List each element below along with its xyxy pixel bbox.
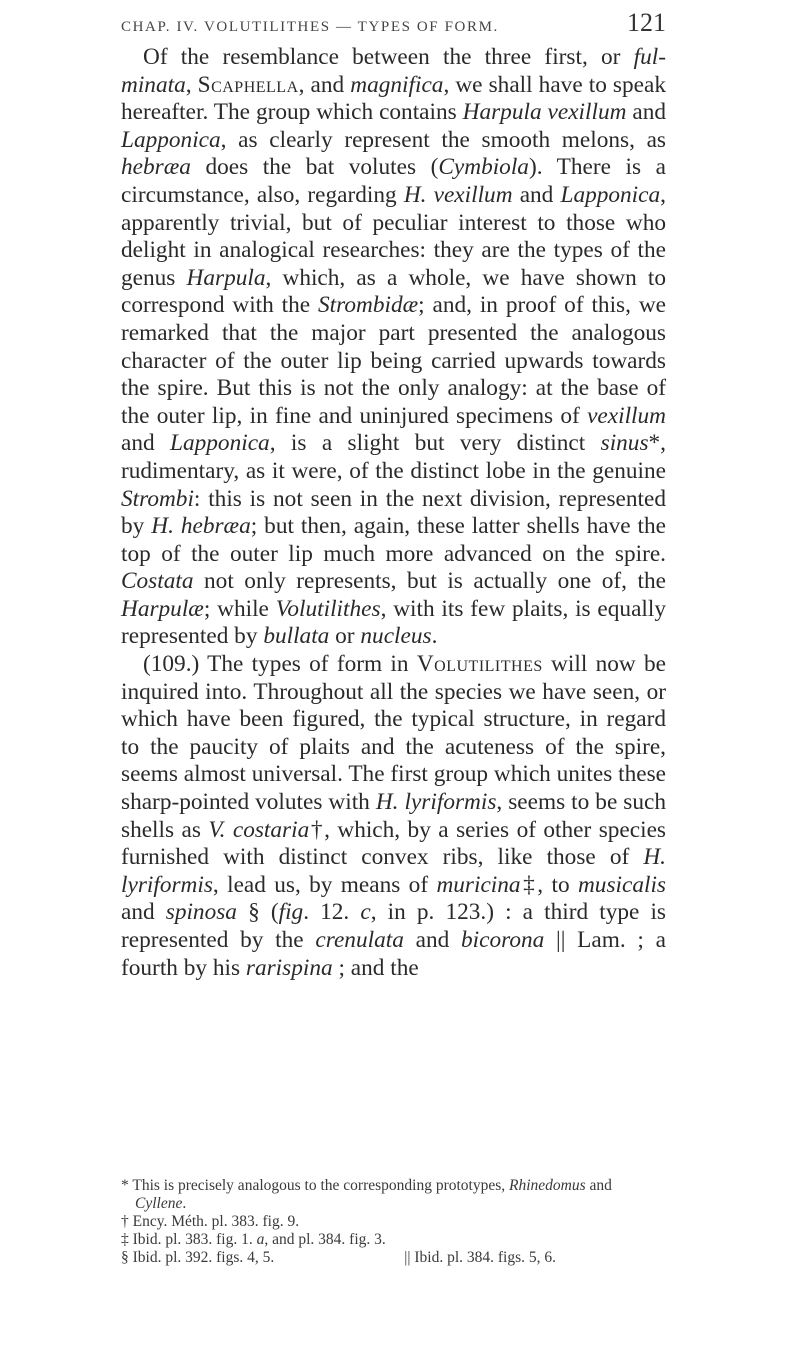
text-run: , is a slight but very distinct	[269, 430, 601, 457]
text-run: , with its few plaits, is equally represented by	[121, 595, 666, 650]
footnote-1	[121, 1177, 666, 1213]
species-name: hebræa	[121, 154, 191, 181]
text-run: will now be inquired into. Throughout all the species we have seen, or which have been figured, the typical structure, in regard to the paucity of plaits and the acuteness of the spire, seems almost universal. The first group which unites these sharp-pointed volutes with	[121, 651, 666, 816]
text-run: ; but then, again, these latter shells have the top of the outer lip much more advanced on the spire.	[121, 513, 666, 567]
footnote-5: || Ibid. pl. 384. figs. 5, 6.	[404, 1249, 556, 1266]
species-name: magnifica	[350, 71, 444, 98]
text-run: and	[626, 99, 666, 126]
species-name: vexillum	[587, 402, 666, 429]
genus-name: Strombi	[121, 485, 194, 512]
species-name: rarispina	[245, 954, 333, 981]
text-run: does the bat volutes (	[190, 154, 439, 181]
text-run: || Lam. ; a fourth by his	[121, 927, 666, 981]
text-run: and	[121, 899, 166, 926]
species-name: H. vexillum	[403, 181, 513, 208]
text-run: and	[403, 927, 462, 953]
text-run: , lead us, by means of	[212, 871, 437, 898]
species-name: crenulata	[315, 927, 404, 953]
text-run: .	[431, 623, 438, 650]
page-number: 121	[627, 8, 666, 37]
running-head: CHAP. IV. VOLUTILITHES — TYPES OF FORM.	[121, 19, 499, 35]
text-run: ,	[185, 71, 198, 98]
species-name: musicalis	[577, 871, 666, 898]
species-name: H. lyriformis	[375, 789, 497, 816]
text-run: (109.) The types of form in	[143, 651, 417, 678]
body-text	[121, 44, 666, 982]
species-name: V. costaria	[208, 816, 310, 843]
paragraph-1	[121, 44, 666, 651]
text-run: , in p. 123.) : a third type is represented by the	[121, 899, 666, 953]
species-name: bullata	[263, 623, 330, 650]
genus-name: Cymbiola	[438, 154, 529, 181]
text-run: . 12.	[303, 899, 361, 926]
text-run: not only represents, but is actually one of, the	[193, 568, 666, 595]
text-run: *, rudimentary, as it were, of the distinct lobe in the genuine	[121, 430, 667, 484]
text-run: .	[182, 1195, 187, 1212]
footnotes	[121, 1177, 666, 1267]
text-run: Of the resemblance between the three first, or	[143, 44, 634, 70]
species-name: H. hebræa	[151, 513, 251, 540]
page-header	[121, 8, 666, 48]
text-run: , which, as a whole, we have shown to correspond with the	[121, 264, 667, 319]
paragraph-2	[121, 651, 666, 982]
species-name: Harpula vexillum	[462, 99, 627, 126]
term: sinus	[600, 430, 649, 457]
text-run: ‡ Ibid. pl. 383. fig. 1.	[121, 1231, 257, 1248]
species-name: Costata	[121, 568, 194, 595]
species-name: H. lyriformis	[121, 844, 666, 898]
species-name: Lapponica	[170, 430, 270, 457]
genus-name: Harpulæ	[121, 595, 204, 622]
genus-name: Rhinedomus	[509, 1177, 586, 1194]
text-run: , apparently trivial, but of peculiar interest to those who delight in analogical researches: they are the types of the genus	[121, 181, 666, 291]
text-run: * This is precisely analogous to the corresponding prototypes,	[121, 1177, 510, 1194]
text-run: ‡, to	[520, 871, 578, 898]
text-run: : this is not seen in the next division, represented by	[121, 485, 666, 540]
species-name: bicorona	[461, 927, 545, 953]
genus-name: Cyllene	[135, 1195, 183, 1212]
text-run: , and pl. 384. fig. 3.	[264, 1231, 386, 1248]
text-run: , we shall have to speak hereafter. The group which contains	[121, 71, 666, 126]
text-run: § (	[236, 899, 279, 926]
text-run: ; and, in proof of this, we remarked that the major part presented the analogous character of the outer lip being carried upwards towards the spire. But this is not the only analogy: at the base of the outer lip, in fine and uninjured specimens of	[121, 292, 666, 429]
species-name: Lapponica	[560, 181, 661, 208]
genus-name: Volutilithes	[275, 595, 381, 622]
species-name: spinosa	[165, 899, 237, 926]
species-name: muricina	[436, 871, 521, 898]
species-name: nucleus	[360, 623, 432, 650]
figure-ref: a	[256, 1231, 265, 1248]
text-run: , and	[298, 71, 351, 98]
genus-name: Volutilithes	[416, 651, 543, 678]
figure-ref: fig	[278, 899, 304, 926]
text-run: , as clearly represent the smooth melons, as	[220, 126, 666, 153]
text-run: or	[329, 623, 361, 650]
footnote-4: § Ibid. pl. 392. figs. 4, 5.	[121, 1249, 275, 1266]
species-name: ful-minata	[121, 44, 666, 98]
family-name: Strombidæ	[318, 292, 419, 319]
text-run: and	[585, 1177, 612, 1194]
footnote-3	[121, 1231, 666, 1249]
text-run: and	[121, 430, 171, 457]
footnote-2: † Ency. Méth. pl. 383. fig. 9.	[121, 1213, 300, 1230]
text-run: and	[512, 181, 561, 208]
text-run: ). There is a circumstance, also, regarding	[121, 154, 666, 208]
text-run: †, which, by a series of other species furnished with distinct convex ribs, like those of	[121, 816, 666, 871]
genus-name: Harpula	[186, 264, 266, 291]
genus-name: Scaphella	[197, 71, 299, 98]
text-run: ; while	[203, 595, 276, 622]
text-run: ; and the	[332, 954, 419, 981]
species-name: Lapponica	[121, 126, 221, 153]
text-run: , seems to be such shells as	[121, 789, 667, 843]
footnote-row	[121, 1249, 666, 1267]
figure-ref: c	[360, 899, 371, 926]
